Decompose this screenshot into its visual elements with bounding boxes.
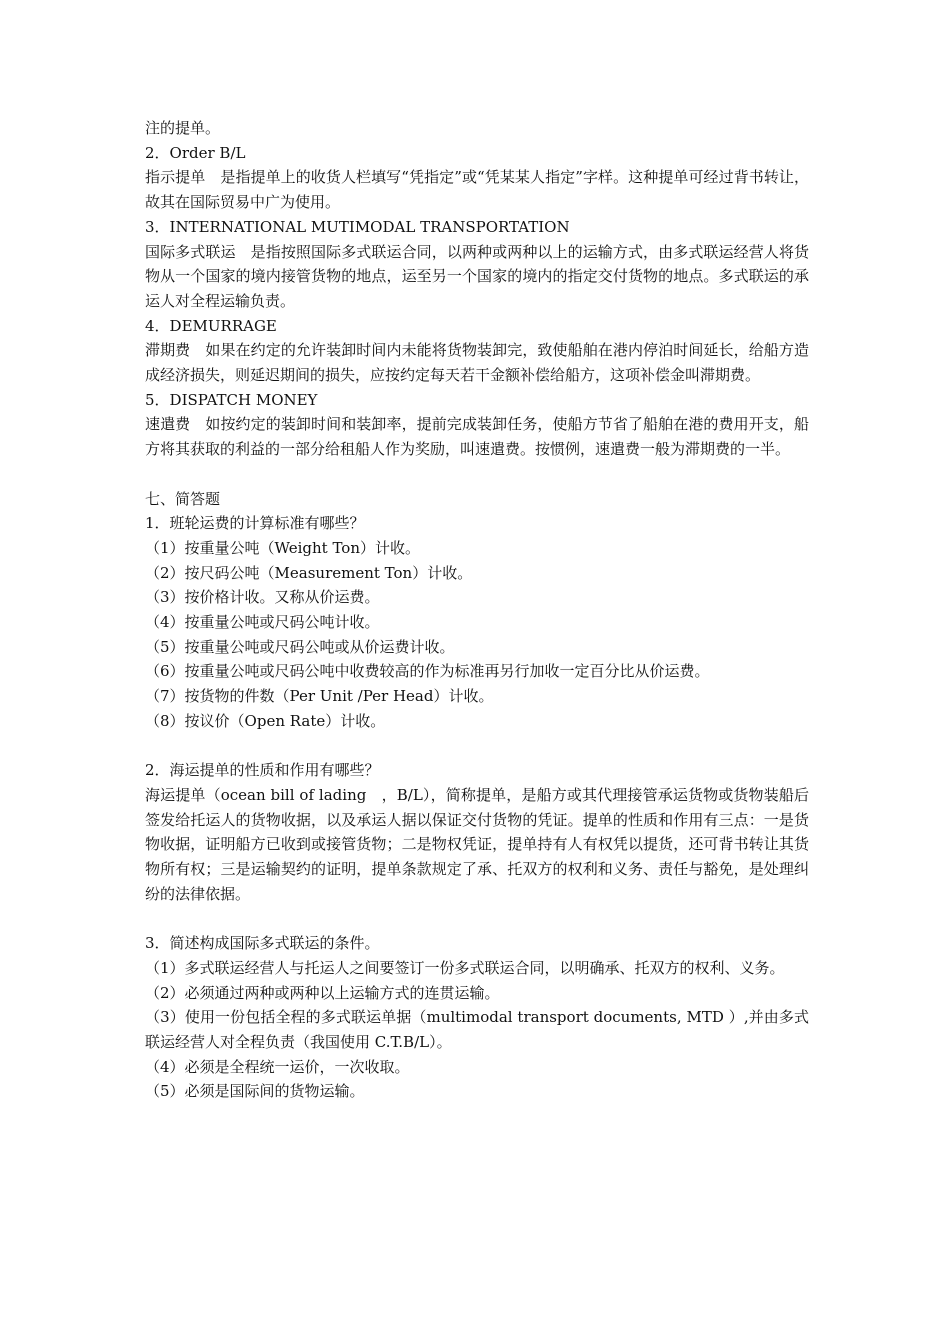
answer-1-item-1: （1）按重量公吨（Weight Ton）计收。: [145, 538, 421, 557]
answer-1-item-7: （7）按货物的件数（Per Unit /Per Head）计收。: [145, 687, 494, 706]
term-heading-demurrage: 4．DEMURRAGE: [145, 316, 277, 335]
question-1: 1．班轮运费的计算标准有哪些？: [145, 514, 365, 533]
spacer: [145, 906, 809, 931]
spacer: [145, 734, 809, 759]
answer-2: 海运提单（ocean bill of lading ，B/L），简称提单，是船方或其代理接管承运货物或货物装船后签发给托运人的货物收据，以及承运人据以保证交付货物的凭证。提单的性质和作用有三点：一是货物收据，证明船方已收到或接管货物；二是物权凭证，提单持有人有权凭以提货，还可背书转让其货物所有权；三是运输契约的证明，提单条款规定了承、托双方的权利和义务、责任与豁免，是处理纠纷的法律依据。: [145, 785, 809, 903]
answer-3-item-3: （3）使用一份包括全程的多式联运单据（multimodal transport documents, MTD ）,并由多式联运经营人对全程负责（我国使用 C.T.B/L）。: [145, 1008, 809, 1051]
answer-3-item-2: （2）必须通过两种或两种以上运输方式的连贯运输。: [145, 983, 500, 1002]
definition-multimodal: 国际多式联运 是指按照国际多式联运合同，以两种或两种以上的运输方式，由多式联运经营人将货物从一个国家的境内接管货物的地点，运至另一个国家的境内的指定交付货物的地点。多式联运的承运人对全程运输负责。: [145, 242, 809, 310]
answer-1-item-4: （4）按重量公吨或尺码公吨计收。: [145, 613, 380, 632]
spacer: [145, 462, 809, 487]
question-2: 2．海运提单的性质和作用有哪些？: [145, 761, 380, 780]
definition-dispatch-money: 速遣费 如按约定的装卸时间和装卸率，提前完成装卸任务，使船方节省了船舶在港的费用开支，船方将其获取的利益的一部分给租船人作为奖励，叫速遣费。按惯例，速遣费一般为滞期费的一半。: [145, 415, 809, 459]
section-heading-short-answer: 七、简答题: [145, 489, 221, 508]
answer-1-item-8: （8）按议价（Open Rate）计收。: [145, 711, 386, 730]
term-heading-multimodal: 3．INTERNATIONAL MUTIMODAL TRANSPORTATION: [145, 217, 570, 236]
answer-1-item-3: （3）按价格计收。又称从价运费。: [145, 588, 380, 607]
document-page: [145, 116, 809, 1104]
answer-1-item-2: （2）按尺码公吨（Measurement Ton）计收。: [145, 563, 473, 582]
term-heading-order-bl: 2．Order B/L: [145, 143, 246, 162]
question-3: 3．简述构成国际多式联运的条件。: [145, 934, 380, 953]
term-heading-dispatch-money: 5．DISPATCH MONEY: [145, 390, 318, 409]
answer-1-item-5: （5）按重量公吨或尺码公吨或从价运费计收。: [145, 637, 455, 656]
answer-3-item-1: （1）多式联运经营人与托运人之间要签订一份多式联运合同，以明确承、托双方的权利、义务。: [145, 958, 785, 977]
answer-3-item-4: （4）必须是全程统一运价，一次收取。: [145, 1057, 410, 1076]
definition-demurrage: 滞期费 如果在约定的允许装卸时间内未能将货物装卸完，致使船舶在港内停泊时间延长，给船方造成经济损失，则延迟期间的损失，应按约定每天若干金额补偿给船方，这项补偿金叫滞期费。: [145, 341, 809, 385]
answer-3-item-5: （5）必须是国际间的货物运输。: [145, 1082, 365, 1101]
definition-order-bl: 指示提单 是指提单上的收货人栏填写“凭指定”或“凭某某人指定”字样。这种提单可经过背书转让，故其在国际贸易中广为使用。: [145, 168, 809, 212]
paragraph-bl-continuation: 注的提单。: [145, 119, 221, 137]
answer-1-item-6: （6）按重量公吨或尺码公吨中收费较高的作为标准再另行加收一定百分比从价运费。: [145, 662, 710, 681]
